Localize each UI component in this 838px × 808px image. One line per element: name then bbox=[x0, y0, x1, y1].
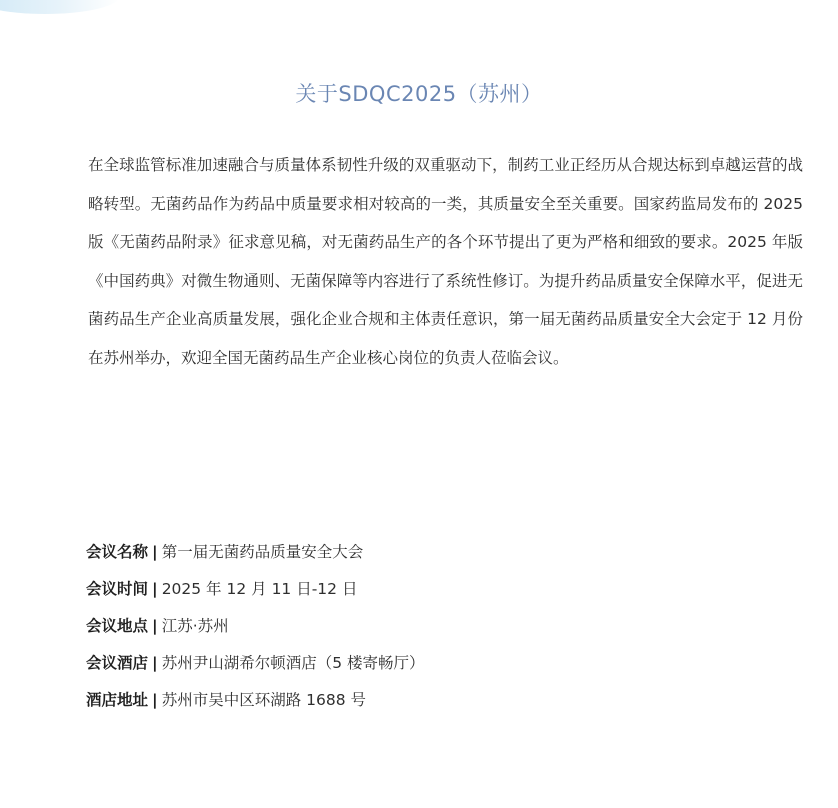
detail-row-location bbox=[86, 611, 424, 648]
detail-value: 第一届无菌药品质量安全大会 bbox=[161, 543, 364, 561]
detail-row-time bbox=[86, 574, 424, 611]
intro-paragraph: 在全球监管标准加速融合与质量体系韧性升级的双重驱动下，制药工业正经历从合规达标到卓越运营的战略转型。无菌药品作为药品中质量要求相对较高的一类，其质量安全至关重要。国家药监局发布的 2025 版《无菌药品附录》征求意见稿，对无菌药品生产的各个环节提出了更为严格和细致的要求。2025 年版《中国药典》对微生物通则、无菌保障等内容进行了系统性修订。为提升药品质量安全保障水平，促进无菌药品生产企业高质量发展，强化企业合规和主体责任意识，第一届无菌药品质量安全大会定于 12 月份在苏州举办，欢迎全国无菌药品生产企业核心岗位的负责人莅临会议。 bbox=[88, 156, 803, 367]
corner-decoration bbox=[0, 0, 120, 14]
detail-label: 会议酒店 bbox=[86, 654, 149, 672]
detail-row-hotel bbox=[86, 648, 424, 685]
detail-label: 会议名称 bbox=[86, 543, 149, 561]
conference-details bbox=[86, 537, 424, 722]
detail-separator: | bbox=[152, 580, 158, 598]
detail-separator: | bbox=[152, 617, 158, 635]
detail-separator: | bbox=[152, 654, 158, 672]
detail-label: 会议地点 bbox=[86, 617, 149, 635]
detail-value: 苏州市吴中区环湖路 1688 号 bbox=[161, 691, 366, 709]
page-title: 关于SDQC2025（苏州） bbox=[295, 82, 543, 106]
detail-row-name bbox=[86, 537, 424, 574]
detail-value: 江苏·苏州 bbox=[161, 617, 229, 635]
detail-value: 2025 年 12 月 11 日-12 日 bbox=[161, 580, 358, 598]
detail-label: 酒店地址 bbox=[86, 691, 149, 709]
detail-separator: | bbox=[152, 691, 158, 709]
detail-separator: | bbox=[152, 543, 158, 561]
detail-value: 苏州尹山湖希尔顿酒店（5 楼寄畅厅） bbox=[161, 654, 425, 672]
detail-label: 会议时间 bbox=[86, 580, 149, 598]
detail-row-address bbox=[86, 685, 424, 722]
